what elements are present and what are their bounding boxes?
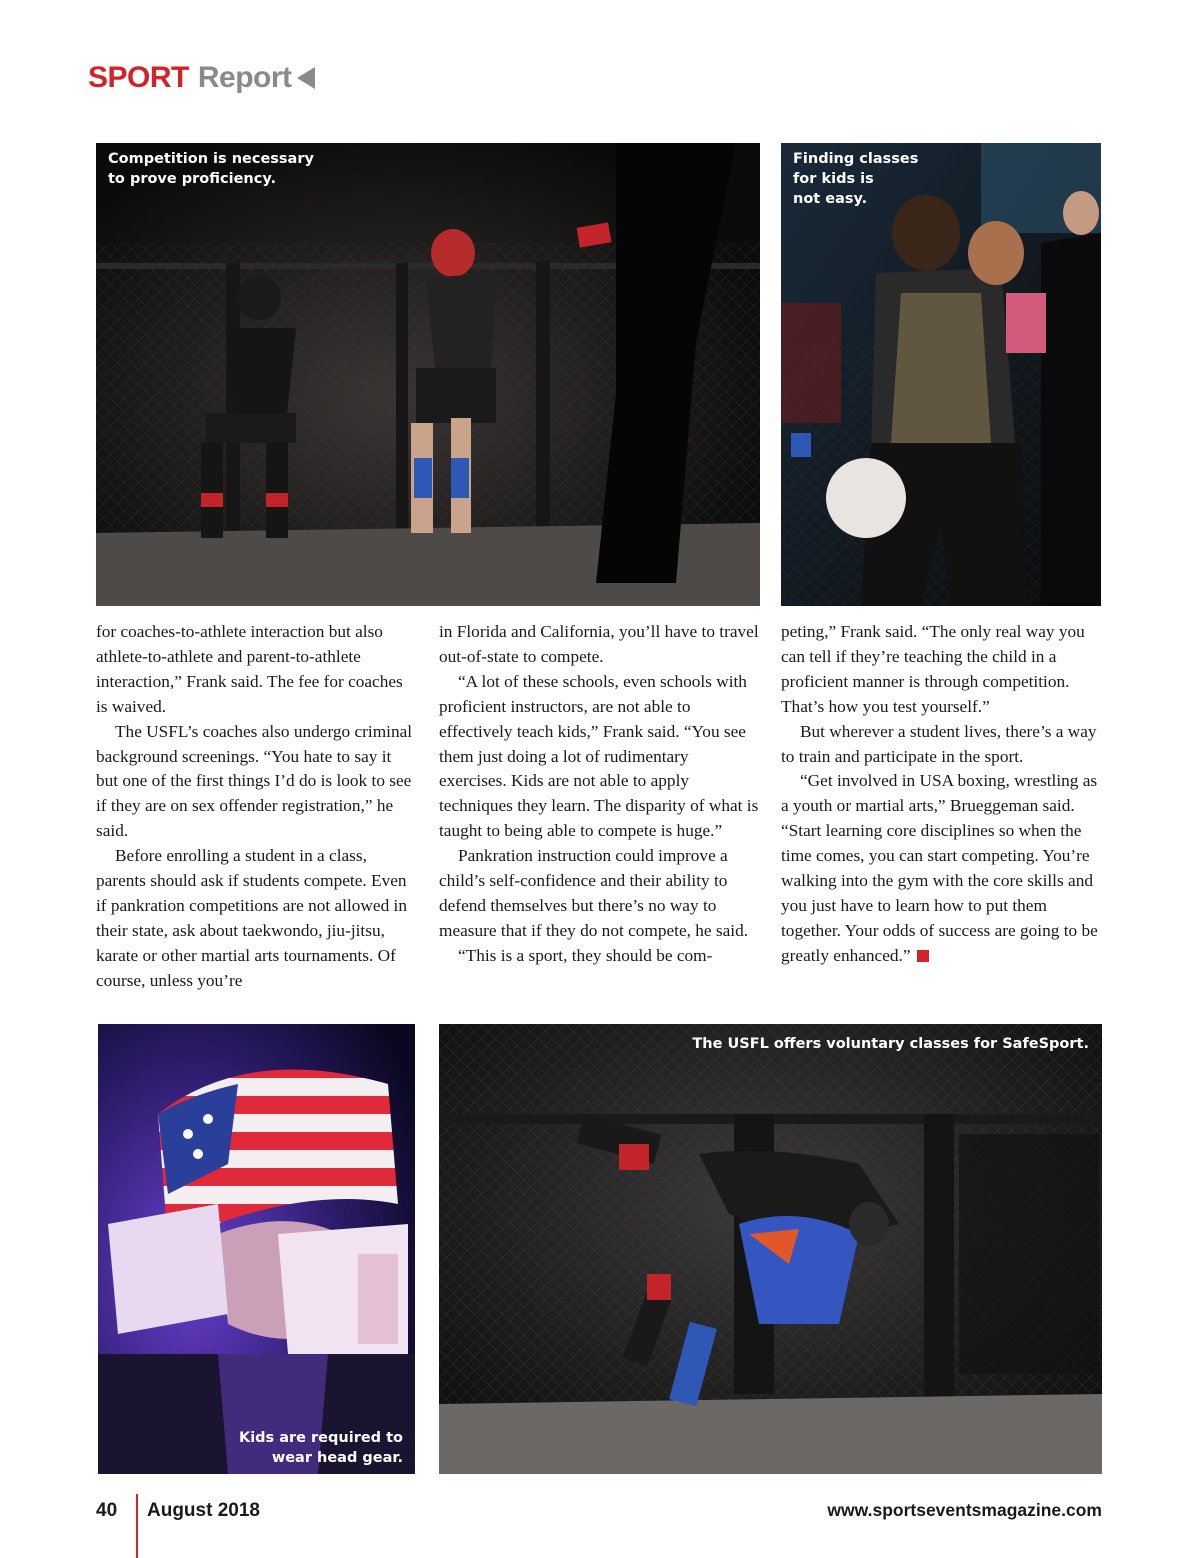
issue-date: August 2018 [147, 1500, 260, 1521]
section-label-sport: SPORT [88, 61, 189, 94]
section-header [88, 58, 315, 98]
photo-caption: Kids are required to wear head gear. [238, 1430, 403, 1466]
page-number: 40 [96, 1500, 118, 1521]
photo-caption: Finding classes for kids is not easy. [793, 151, 919, 207]
paragraph: The USFL’s coaches also undergo criminal background screenings. “You hate to say it but one of the first things I’d do is look to see if they are on sex offender registration,” he said. [96, 721, 413, 841]
paragraph: “This is a sport, they should be com- [458, 945, 713, 965]
page-footer [96, 1496, 1102, 1558]
footer-divider [136, 1494, 138, 1558]
photo-head-gear-image [98, 1024, 415, 1474]
section-label-report: Report [197, 61, 292, 94]
paragraph: “A lot of these schools, even schools with proficient instructors, are not able to effectively teach kids,” Frank said. “You see them just doing a lot of rudimentary exercises. Kids are not able to apply techniques they learn. The disparity of what is taught to being able to compete is huge.” [439, 671, 759, 841]
photo-kids-sparring [96, 143, 760, 606]
website-url: www.sportseventsmagazine.com [827, 1500, 1102, 1520]
paragraph: Pankration instruction could improve a child’s self-confidence and their ability to defend themselves but there’s no way to measure that if they do not compete, he said. [439, 846, 749, 940]
paragraph: peting,” Frank said. “The only real way you can tell if they’re teaching the child in a proficient manner is through competition. That’s how you test yourself.” [781, 622, 1085, 716]
end-mark-icon [917, 950, 929, 962]
photo-girls-hug-image [781, 143, 1101, 606]
paragraph-text: “Get involved in USA boxing, wrestling as a youth or martial arts,” Brueggeman said. “Start learning core disciplines so when the time comes, you can start competing. You’re walking into the gym with the core skills and you just have to learn how to put them together. Your odds of success are going to be greatly enhanced.” [781, 771, 1098, 965]
paragraph: But wherever a student lives, there’s a way to train and participate in the sport. [781, 721, 1097, 766]
triangle-icon [297, 67, 315, 89]
paragraph: in Florida and California, you’ll have to travel out-of-state to compete. [439, 622, 759, 666]
photo-takedown [439, 1024, 1102, 1474]
paragraph-last [781, 769, 1101, 968]
article-column-3 [781, 620, 1101, 969]
article-column-1 [96, 620, 416, 994]
photo-girls-hug [781, 143, 1101, 606]
photo-kids-sparring-image [96, 143, 760, 606]
paragraph: for coaches-to-athlete interaction but also athlete-to-athlete and parent-to-athlete interaction,” Frank said. The fee for coaches is waived. [96, 622, 403, 716]
article-column-2 [439, 620, 759, 969]
photo-takedown-image [439, 1024, 1102, 1474]
photo-head-gear [98, 1024, 415, 1474]
paragraph: Before enrolling a student in a class, parents should ask if students compete. Even if pankration competitions are not allowed in their state, ask about taekwondo, jiu-jitsu, karate or other martial arts tournaments. Of course, unless you’re [96, 846, 407, 990]
photo-caption: The USFL offers voluntary classes for SafeSport. [692, 1036, 1089, 1052]
photo-caption: Competition is necessary to prove proficiency. [108, 151, 314, 187]
